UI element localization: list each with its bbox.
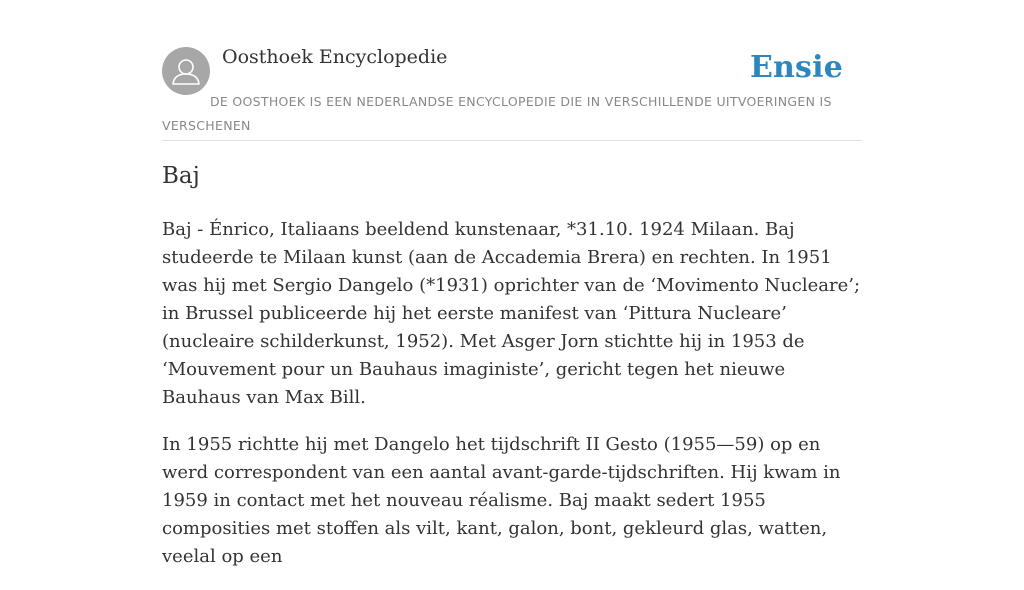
page-container xyxy=(162,0,862,567)
site-header xyxy=(162,0,862,141)
avatar[interactable] xyxy=(162,47,210,95)
brand-logo[interactable]: Ensie xyxy=(749,50,843,85)
article-paragraph: Baj - Énrico, Italiaans beeldend kunstenaar, *31.10. 1924 Milaan. Baj studeerde te Milaan kunst (aan de Accademia Brera) en rechten. In 1951 was hij met Sergio Dangelo (*1931) oprichter van de ‘Movimento Nucleare’; in Brussel publiceerde hij het eerste manifest van ‘Pittura Nucleare’ (nucleaire schilderkunst, 1952). Met Asger Jorn stichtte hij in 1953 de ‘Mouvement pour un Bauhaus imaginiste’, gericht tegen het nieuwe Bauhaus van Max Bill. xyxy=(162,219,861,408)
site-tagline: DE OOSTHOEK IS EEN NEDERLANDSE ENCYCLOPEDIE DIE IN VERSCHILLENDE UITVOERINGEN IS VERSCHENEN xyxy=(162,94,832,133)
article-body xyxy=(162,216,862,590)
article-title: Baj xyxy=(162,163,200,189)
site-title[interactable]: Oosthoek Encyclopedie xyxy=(222,46,448,68)
article-paragraph: In 1955 richtte hij met Dangelo het tijdschrift II Gesto (1955—59) op en werd correspondent van een aantal avant-garde-tijdschriften. Hij kwam in 1959 in contact met het nouveau réalisme. Baj maakt sedert 1955 composities met stoffen als vilt, kant, galon, bont, gekleurd glas, watten, veelal op een xyxy=(162,434,841,567)
user-icon xyxy=(162,47,210,95)
